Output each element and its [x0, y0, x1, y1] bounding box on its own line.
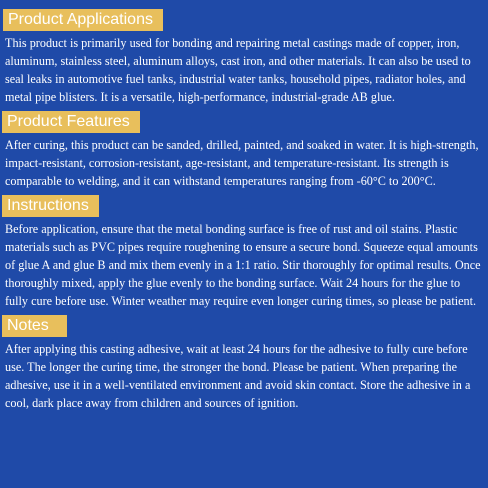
section-body-notes: After applying this casting adhesive, wait at least 24 hours for the adhesive to fully cure before use. The longer the curing time, the stronger the bond. Please be patient. When preparing the adhesive, use it in a well-ventilated environment and avoid skin contact. Store the adhesive in a cool, dark place away from children and sources of ignition. [5, 342, 471, 410]
section-body-product-features: After curing, this product can be sanded, drilled, painted, and soaked in water. It is high-strength, impact-resistant, corrosion-resistant, age-resistant, and temperature-resistant. Its strength is comparable to welding, and it can withstand temperatures ranging from -60°C to 200°C. [5, 138, 479, 188]
section-product-features [0, 111, 488, 190]
section-notes [0, 315, 488, 412]
section-product-applications [0, 9, 488, 106]
section-heading-product-applications: Product Applications [3, 9, 163, 31]
section-heading-notes: Notes [2, 315, 67, 337]
section-instructions [0, 195, 488, 310]
section-body-product-applications: This product is primarily used for bonding and repairing metal castings made of copper, iron, aluminum, stainless steel, aluminum alloys, cast iron, and other materials. It can also be used to seal leaks in automotive fuel tanks, industrial water tanks, household pipes, radiator holes, and metal pipe blisters. It is a versatile, high-performance, industrial-grade AB glue. [5, 36, 471, 104]
section-heading-product-features: Product Features [2, 111, 140, 133]
section-body-instructions: Before application, ensure that the metal bonding surface is free of rust and oil stains. Plastic materials such as PVC pipes require roughening to ensure a secure bond. Squeeze equal amounts of glue A and glue B and mix them evenly in a 1:1 ratio. Stir thoroughly for optimal results. Once thoroughly mixed, apply the glue evenly to the bonding surface. Wait 24 hours for the glue to fully cure before use. Winter weather may require even longer curing times, so please be patient. [5, 222, 481, 308]
section-heading-instructions: Instructions [2, 195, 99, 217]
